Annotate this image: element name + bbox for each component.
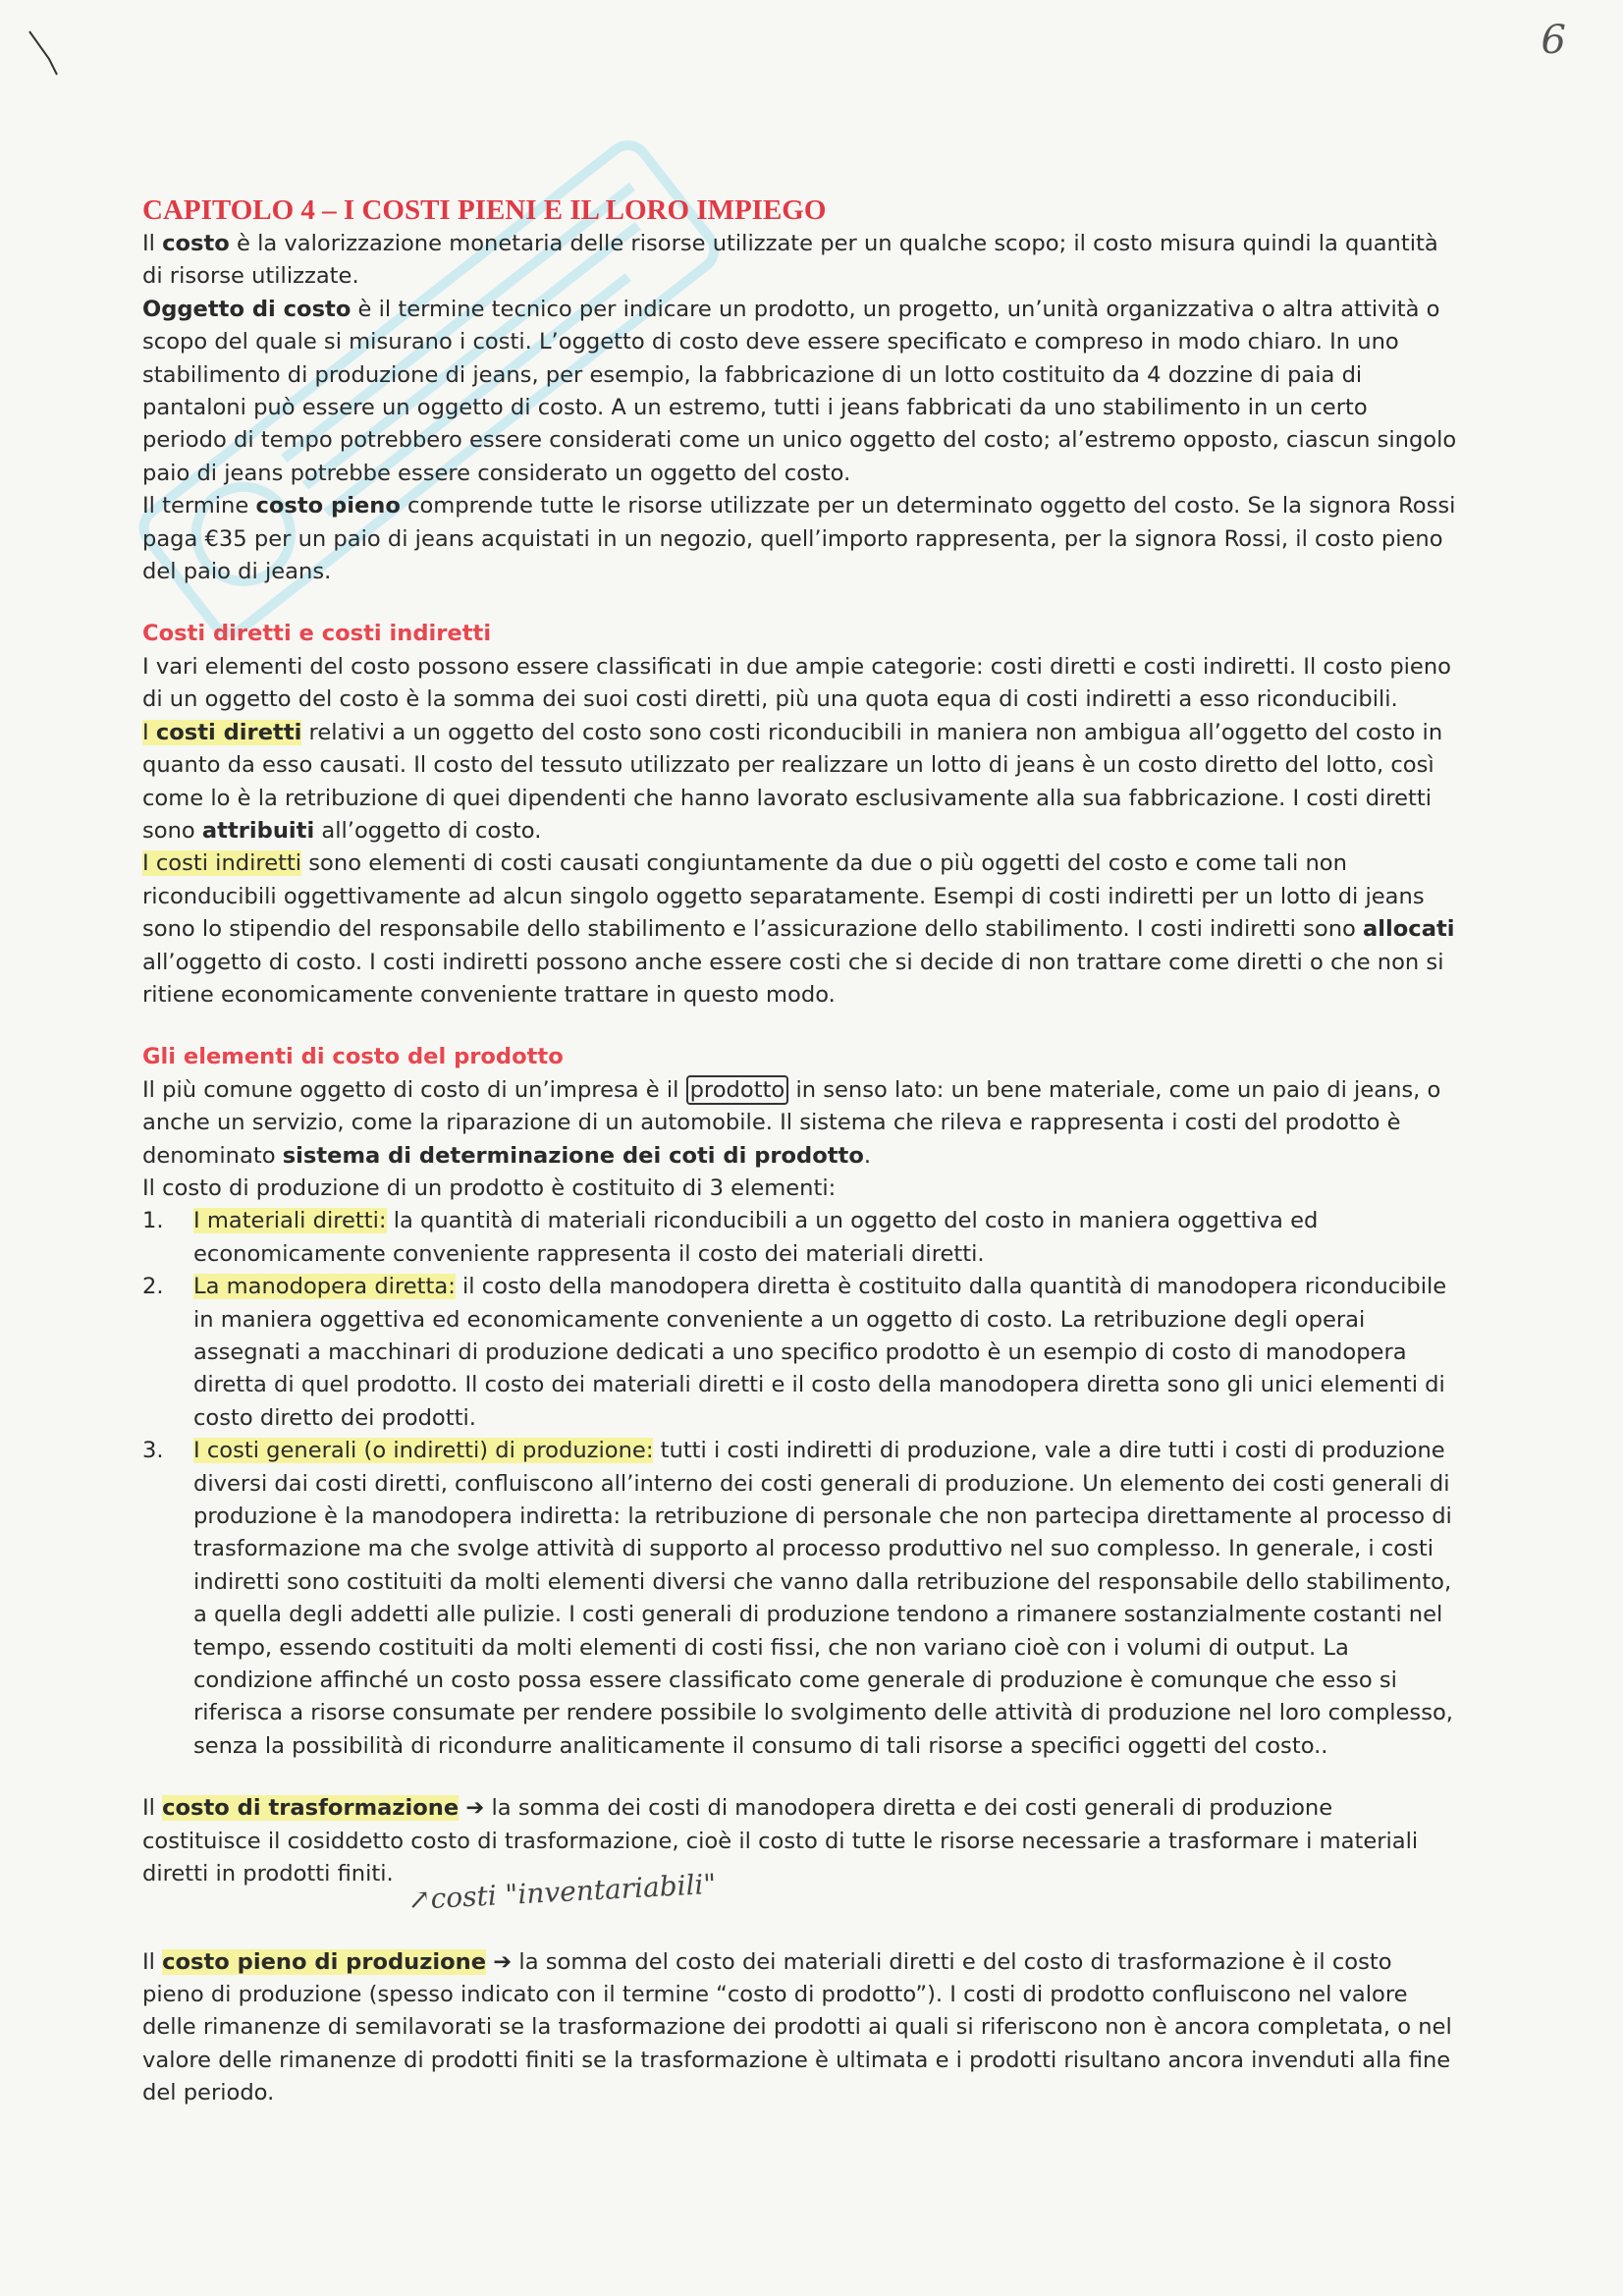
costo-trasformazione-paragraph: Il costo di trasformazione ➔ la somma dei costi di manodopera diretta e dei costi generali di produzione costituisce il cosiddetto costo di trasformazione, cioè il costo di tutte le risorse necessarie a trasformare i materiali diretti in prodotti finiti. <box>142 1795 1419 1887</box>
term-prodotto-boxed: prodotto <box>686 1075 789 1105</box>
term-costo-pieno: costo pieno <box>255 493 401 519</box>
section2-paragraph-1: Il più comune oggetto di costo di un’impresa è il prodotto in senso lato: un bene materiale, come un paio di jeans, o anche un servizio, come la riparazione di un automobile. Il sistema che rileva e rappresenta i costi del prodotto è denominato sistema di determinazione dei coti di prodotto. <box>142 1076 1441 1169</box>
term-costo-pieno-produzione: costo pieno di produzione <box>162 1948 487 1975</box>
section1-paragraph-2: I costi diretti relativi a un oggetto del costo sono costi riconducibili in maniera non ambigua all’oggetto del costo in quanto da esso causati. Il costo del tessuto utilizzato per realizzare un lotto di jeans è un costo diretto del lotto, così come lo è la retribuzione di quei dipendenti che hanno lavorato esclusivamente alla sua fabbricazione. I costi diretti sono attribuiti all’oggetto di costo. <box>142 719 1443 844</box>
pencil-arrow-icon: ↗ <box>406 1883 432 1917</box>
list-item: 2. La manodopera diretta: il costo della manodopera diretta è costituito dalla quantità di manodopera riconducibile in maniera oggettiva ed economicamente conveniente a un oggetto di costo. La retribuzione degli operai assegnati a macchinari di produzione dedicati a uno specifico prodotto è un esempio di costo di manodopera diretta di quel prodotto. Il costo dei materiali diretti e il costo della manodopera diretta sono gli unici elementi di costo diretto dei prodotti. <box>142 1274 1447 1431</box>
arrow-icon: ➔ <box>465 1795 485 1822</box>
list-item-term: La manodopera diretta: <box>193 1274 456 1300</box>
cost-elements-list <box>142 1205 1458 1763</box>
list-item-term: I materiali diretti: <box>193 1208 387 1234</box>
section-heading-costi-diretti: Costi diretti e costi indiretti <box>142 621 492 647</box>
intro-paragraph-2: Oggetto di costo è il termine tecnico per indicare un prodotto, un progetto, un’unità organizzativa o altra attività o scopo del quale si misurano i costi. L’oggetto di costo deve essere specificato e compreso in modo chiaro. In uno stabilimento di produzione di jeans, per esempio, la fabbricazione di un lotto costituito da 4 dozzine di paia di pantaloni può essere un oggetto di costo. A un estremo, tutti i jeans fabbricati da uno stabilimento in un certo periodo di tempo potrebbero essere considerati come un unico oggetto del costo; al’estremo opposto, ciascun singolo paio di jeans potrebbe essere considerato un oggetto del costo. <box>142 296 1457 486</box>
term-allocati: allocati <box>1363 916 1455 943</box>
costo-pieno-produzione-paragraph: Il costo pieno di produzione ➔ la somma del costo dei materiali diretti e del costo di trasformazione è il costo pieno di produzione (spesso indicato con il termine “costo di prodotto”). I costi di prodotto confluiscono nel valore delle rimanenze di semilavorati se la trasformazione dei prodotti ai quali si riferiscono non è ancora completata, o nel valore delle rimanenze di prodotti finiti se la trasformazione è ultimata e i prodotti risultano ancora invenduti alla fine del periodo. <box>142 1948 1452 2106</box>
term-oggetto-di-costo: Oggetto di costo <box>142 296 352 322</box>
chapter-title: CAPITOLO 4 – I COSTI PIENI E IL LORO IMPIEGO <box>142 194 827 226</box>
term-costi-indiretti: I costi indiretti <box>142 850 302 877</box>
page-number: 6 <box>1541 18 1566 63</box>
pen-mark <box>27 29 63 79</box>
section1-paragraph-1: I vari elementi del costo possono essere classificati in due ampie categorie: costi diretti e costi indiretti. Il costo pieno di un oggetto del costo è la somma dei suoi costi diretti, più una quota equa di costi indiretti a esso riconducibili. <box>142 653 1451 713</box>
handwritten-note: ↗costi "inventariabili" <box>406 1867 718 1917</box>
document-body <box>142 192 1458 2110</box>
arrow-icon: ➔ <box>493 1948 513 1975</box>
term-attribuiti: attribuiti <box>201 817 315 844</box>
list-item-term: I costi generali (o indiretti) di produzione: <box>193 1438 654 1464</box>
section-heading-elementi-costo: Gli elementi di costo del prodotto <box>142 1044 564 1070</box>
term-costo-trasformazione: costo di trasformazione <box>162 1795 460 1822</box>
term-costo: costo <box>162 231 230 256</box>
intro-paragraph-1: Il costo è la valorizzazione monetaria delle risorse utilizzate per un qualche scopo; il costo misura quindi la quantità di risorse utilizzate. <box>142 231 1438 290</box>
list-item: 3. I costi generali (o indiretti) di produzione: tutti i costi indiretti di produzione, vale a dire tutti i costi di produzione diversi dai costi diretti, confluiscono all’interno dei costi generali di produzione. Un elemento dei costi generali di produzione è la manodopera indiretta: la retribuzione di personale che non partecipa direttamente al processo di trasformazione ma che svolge attività di supporto al processo produttivo nel suo complesso. In generale, i costi indiretti sono costituiti da molti elementi diversi che vanno dalla retribuzione del responsabile dello stabilimento, a quella degli addetti alle pulizie. I costi generali di produzione tendono a rimanere sostanzialmente costanti nel tempo, essendo costituiti da molti elementi di costi fissi, che non variano cioè con i volumi di output. La condizione affinché un costo possa essere classificato come generale di produzione è comunque che esso si riferisca a risorse consumate per rendere possibile lo svolgimento delle attività di produzione nel loro complesso, senza la possibilità di ricondurre analiticamente il consumo di tali risorse a specifici oggetti del costo.. <box>142 1438 1453 1759</box>
term-costi-diretti: costi diretti <box>155 719 302 745</box>
intro-paragraph-3: Il termine costo pieno comprende tutte le risorse utilizzate per un determinato oggetto del costo. Se la signora Rossi paga €35 per un paio di jeans acquistati in un negozio, quell’importo rappresenta, per la signora Rossi, il costo pieno del paio di jeans. <box>142 493 1456 585</box>
term-sistema-determinazione: sistema di determinazione dei coti di prodotto <box>282 1142 864 1169</box>
section2-paragraph-2: Il costo di produzione di un prodotto è costituito di 3 elementi: <box>142 1175 837 1201</box>
section1-paragraph-3: I costi indiretti sono elementi di costi causati congiuntamente da due o più oggetti del costo e come tali non riconducibili oggettivamente ad alcun singolo oggetto separatamente. Esempi di costi indiretti per un lotto di jeans sono lo stipendio del responsabile dello stabilimento e l’assicurazione dello stabilimento. I costi indiretti sono allocati all’oggetto di costo. I costi indiretti possono anche essere costi che si decide di non trattare come diretti o che non si ritiene economicamente conveniente trattare in questo modo. <box>142 850 1455 1008</box>
list-item: 1. I materiali diretti: la quantità di materiali riconducibili a un oggetto del costo in maniera oggettiva ed economicamente conveniente rappresenta il costo dei materiali diretti. <box>142 1208 1319 1267</box>
